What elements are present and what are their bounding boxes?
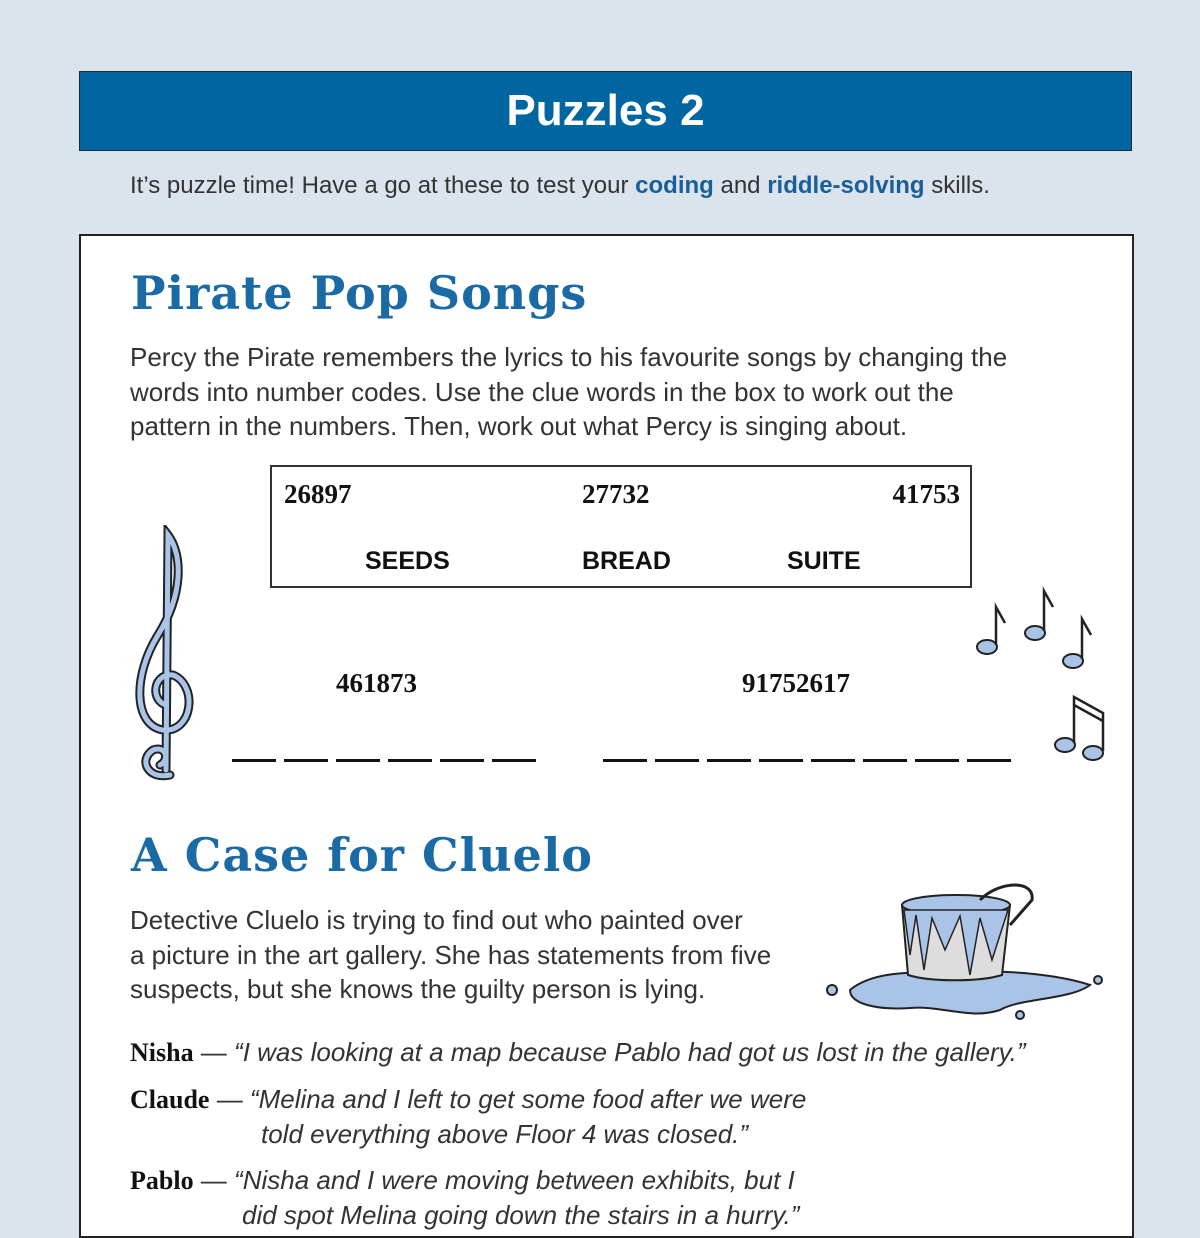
- statement-text: did spot Melina going down the stairs in a hurry.”: [242, 1200, 800, 1230]
- statement-text: told everything above Floor 4 was closed.”: [261, 1119, 749, 1149]
- clue-word: SEEDS: [365, 547, 450, 575]
- text-line: Detective Cluelo is trying to find out who painted over: [130, 905, 743, 935]
- statement-text: “I was looking at a map because Pablo had got us lost in the gallery.”: [234, 1037, 1026, 1067]
- cluelo-instructions: [130, 903, 771, 1007]
- blank[interactable]: [707, 759, 751, 762]
- blank[interactable]: [336, 759, 380, 762]
- puzzle-code: 91752617: [742, 668, 850, 698]
- statement-text: “Nisha and I were moving between exhibits, but I: [234, 1165, 795, 1195]
- intro-mid: and: [713, 172, 768, 199]
- answer-blanks-2[interactable]: [603, 759, 1011, 762]
- blank[interactable]: [915, 759, 959, 762]
- suspect-name: Nisha: [130, 1038, 194, 1067]
- blank[interactable]: [232, 759, 276, 762]
- text-line: words into number codes. Use the clue words in the box to work out the: [130, 376, 954, 407]
- clue-word: SUITE: [787, 547, 861, 575]
- text-line: suspects, but she knows the guilty person is lying.: [130, 974, 706, 1004]
- intro-text: [130, 172, 990, 200]
- blank[interactable]: [655, 759, 699, 762]
- statement-claude: Claude — “Melina and I left to get some food after we were told everything above Floor 4 was closed.”: [130, 1084, 807, 1149]
- blank[interactable]: [863, 759, 907, 762]
- page-title: Puzzles 2: [79, 71, 1132, 151]
- blank[interactable]: [967, 759, 1011, 762]
- blank[interactable]: [492, 759, 536, 762]
- text-line: Percy the Pirate remembers the lyrics to his favourite songs by changing the: [130, 342, 1008, 372]
- music-notes-icon: [965, 585, 1115, 765]
- blank[interactable]: [603, 759, 647, 762]
- text-line: pattern in the numbers. Then, work out what Percy is singing about.: [130, 411, 908, 441]
- blank[interactable]: [284, 759, 328, 762]
- clue-code: 26897: [284, 479, 352, 509]
- clue-code: 41753: [892, 479, 960, 509]
- intro-before: It’s puzzle time! Have a go at these to test your: [130, 172, 636, 199]
- text-line: a picture in the art gallery. She has statements from five: [130, 939, 772, 970]
- keyword-coding: coding: [635, 172, 714, 199]
- clue-box: [270, 465, 972, 588]
- suspect-name: Pablo: [130, 1166, 194, 1195]
- statement-nisha: Nisha — “I was looking at a map because Pablo had got us lost in the gallery.”: [130, 1037, 1026, 1067]
- treble-clef-icon: [128, 525, 198, 787]
- paint-bucket-icon: [820, 880, 1110, 1025]
- suspect-name: Claude: [130, 1085, 210, 1114]
- pirate-instructions: [130, 340, 1007, 444]
- puzzle-code: 461873: [336, 668, 417, 698]
- clue-code: 27732: [582, 479, 650, 509]
- statement-pablo: Pablo — “Nisha and I were moving between exhibits, but I did spot Melina going down the stairs in a hurry.”: [130, 1165, 800, 1230]
- blank[interactable]: [388, 759, 432, 762]
- statement-text: “Melina and I left to get some food after we were: [249, 1084, 807, 1114]
- blank[interactable]: [440, 759, 484, 762]
- keyword-riddle: riddle-solving: [767, 172, 925, 199]
- pirate-heading: Pirate Pop Songs: [131, 266, 588, 320]
- cluelo-heading: A Case for Cluelo: [131, 828, 593, 882]
- blank[interactable]: [811, 759, 855, 762]
- answer-blanks-1[interactable]: [232, 759, 536, 762]
- blank[interactable]: [759, 759, 803, 762]
- intro-after: skills.: [924, 172, 990, 199]
- clue-word: BREAD: [582, 547, 671, 575]
